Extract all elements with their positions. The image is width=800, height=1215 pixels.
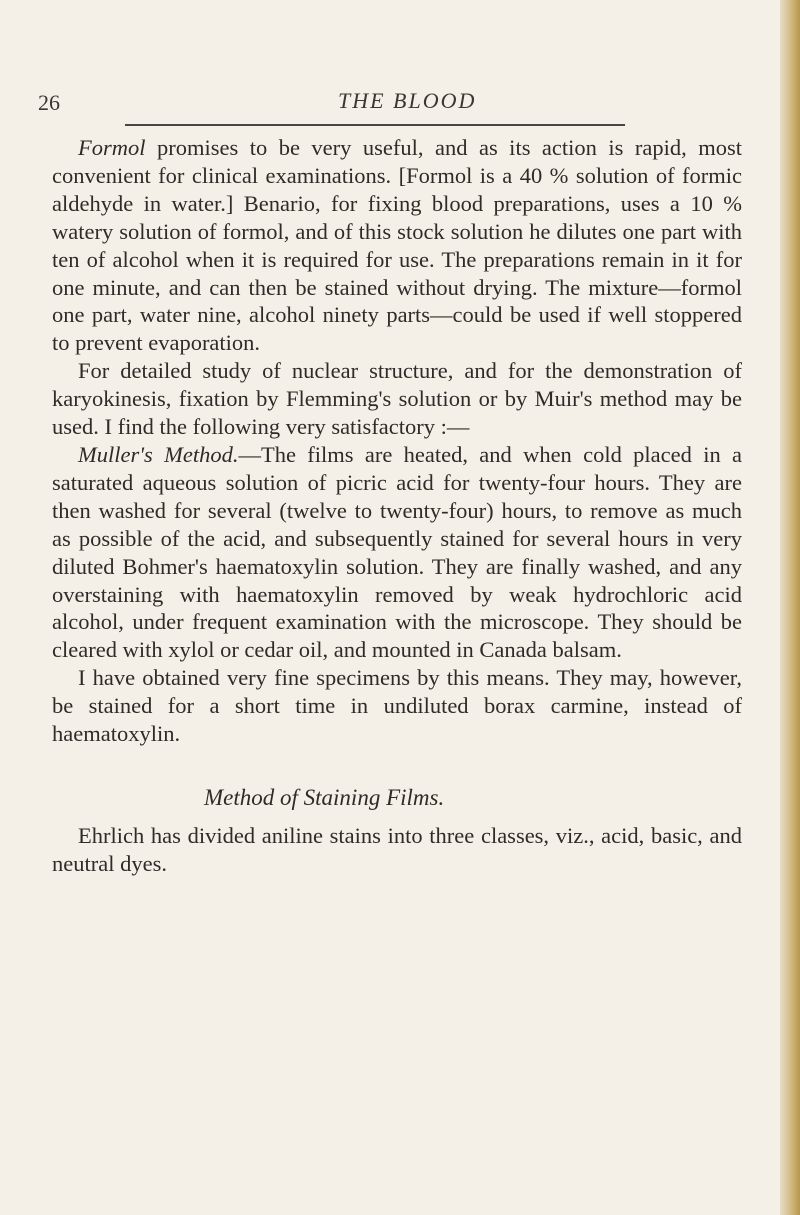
page-header xyxy=(38,88,718,118)
page-number: 26 xyxy=(38,90,60,115)
paragraph-lead-italic: Muller's Method. xyxy=(78,441,239,467)
paragraph-formol xyxy=(52,134,742,357)
paragraph-ehrlich: Ehrlich has divided aniline stains into three classes, viz., acid, basic, and neutral dyes. xyxy=(52,822,742,876)
paragraph-specimens xyxy=(52,664,742,748)
running-head: THE BLOOD xyxy=(338,88,477,113)
paragraph-mullers-method xyxy=(52,441,742,664)
paragraph-text: —The films are heated, and when cold placed in a saturated aqueous solution of picric acid for twenty-four hours. They are then washed for several (twelve to twenty-four) hours, to remove as much as possible of the acid, and subsequently stained for several hours in very diluted Bohmer's haematoxylin solution. They are finally washed, and any overstaining with haematoxylin removed by weak hydrochloric acid alcohol, under frequent examination with the microscope. They should be cleared with xylol or cedar oil, and mounted in Canada balsam. xyxy=(52,441,742,663)
body-text xyxy=(52,134,742,878)
paragraph-nuclear-structure xyxy=(52,357,742,441)
page-binding-edge xyxy=(780,0,800,1215)
section-heading: Method of Staining Films. xyxy=(204,784,445,810)
paragraph-text: promises to be very useful, and as its action is rapid, most convenient for clinical examinations. [Formol is a 40 % solution of formic aldehyde in water.] Benario, for fixing blood preparations, uses a 10 % watery solution of formol, and of this stock solution he dilutes one part with ten of alcohol when it is required for use. The preparations remain in it for one minute, and can then be stained without drying. The mixture—formol one part, water nine, alcohol ninety parts—could be used if well stoppered to prevent evaporation. xyxy=(52,135,742,356)
header-rule xyxy=(125,124,625,126)
paragraph-text: For detailed study of nuclear structure, and for the demonstration of karyokinesis, fixation by Flemming's solution or by Muir's method may be used. I find the following very satisfactory :— xyxy=(52,358,742,440)
paragraph-text: I have obtained very fine specimens by this means. They may, however, be stained for a short time in undiluted borax carmine, instead of haematoxylin. xyxy=(52,665,742,747)
paragraph-lead-italic: Formol xyxy=(78,135,146,160)
